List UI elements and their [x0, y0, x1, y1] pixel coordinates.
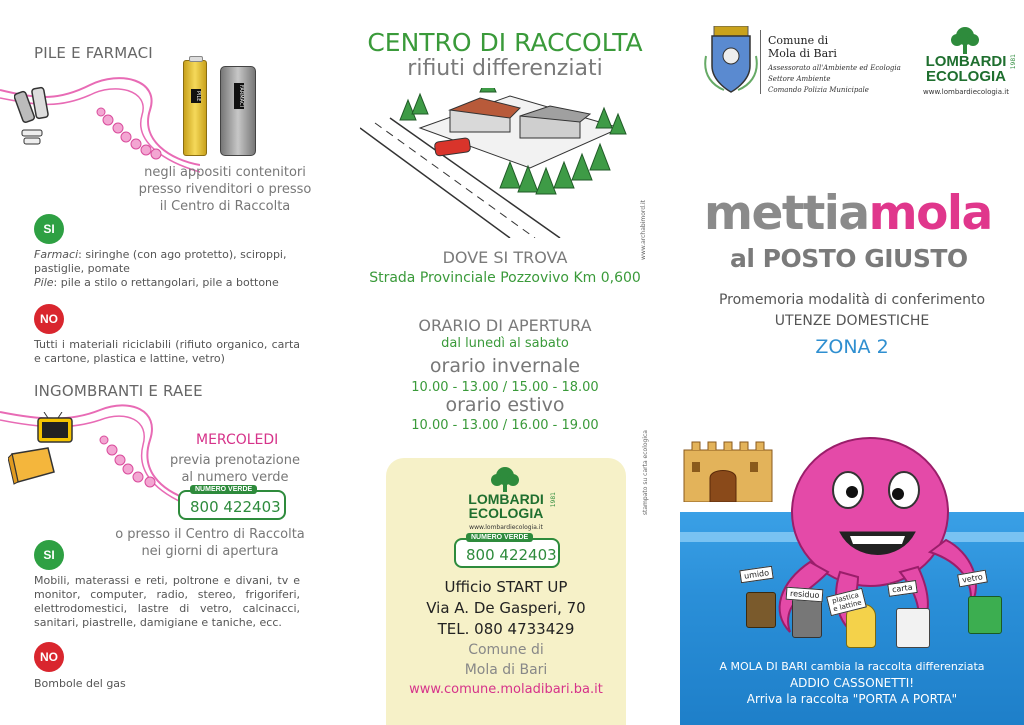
ingombranti-desc2: o presso il Centro di Raccolta nei giorni di apertura — [115, 527, 305, 559]
bin-tag-vetro: vetro — [957, 570, 988, 588]
invernale-hours: 10.00 - 13.00 / 15.00 - 18.00 — [411, 380, 599, 395]
promemoria1: Promemoria modalità di conferimento — [718, 292, 986, 308]
ingombranti-day: MERCOLEDI — [196, 432, 279, 448]
numero-verde-box-left — [178, 486, 286, 520]
numero-verde-label-middle: NUMERO VERDE — [466, 533, 533, 542]
left-panel — [0, 0, 330, 725]
lombardi-logo-box — [456, 466, 556, 536]
pile-desc: negli appositi contenitori presso rivenditori o presso il Centro di Raccolta — [138, 165, 312, 214]
assessorato3: Comando Polizia Municipale — [768, 86, 869, 94]
dove-text: Strada Provinciale Pozzovivo Km 0,600 — [369, 270, 641, 286]
side-credit-2: stampato su carta ecologica — [642, 430, 649, 516]
tree-logo-icon — [490, 466, 520, 492]
farmaci-text: : siringhe (con ago protetto), sciroppi, pastiglie, pomate — [34, 248, 287, 275]
numero-verde-label: NUMERO VERDE — [190, 485, 257, 494]
bin-carta — [896, 608, 930, 648]
pile-no-text: Tutti i materiali riciclabili (rifiuto organico, carta e cartone, plastica e lattine, vetro) — [34, 338, 300, 365]
ingombranti-si-text: Mobili, materassi e reti, poltrone e divani, tv e monitor, computer, radio, stereo, frigoriferi, elettrodomestici, lastre di vetro, calcinacci, sanitari, piastrelle, damigiane e taniche, ecc. — [34, 574, 300, 629]
middle-panel — [330, 0, 680, 725]
orario-title: ORARIO DI APERTURA — [418, 316, 592, 335]
logo-line1: LOMBARDI — [468, 491, 544, 507]
centro-title: CENTRO DI RACCOLTA — [367, 28, 643, 57]
bin-tag-residuo: residuo — [786, 587, 824, 603]
orario-days: dal lunedì al sabato — [441, 336, 569, 351]
no-badge-pile: NO — [34, 304, 64, 334]
centro-subtitle: rifiuti differenziati — [407, 56, 603, 81]
bin-vetro — [968, 596, 1002, 634]
tv-sofa-icon — [8, 412, 74, 488]
numero-verde-phone[interactable]: 800 422403 — [190, 498, 281, 516]
si-badge-ingombranti: SI — [34, 540, 64, 570]
assessorato1: Assessorato all'Ambiente ed Ecologia — [768, 64, 901, 72]
no-badge-ingombranti: NO — [34, 642, 64, 672]
side-credit-1: www.archabimord.it — [640, 200, 647, 260]
farmaci-term: Farmaci — [34, 248, 79, 261]
header-logo-url: www.lombardiecologia.it — [923, 88, 1009, 96]
bin-umido — [746, 592, 776, 628]
brand-part1: mettia — [704, 186, 869, 241]
coat-of-arms-icon — [704, 26, 758, 94]
dove-title: DOVE SI TROVA — [442, 248, 568, 267]
promemoria2: UTENZE DOMESTICHE — [774, 313, 930, 329]
bin-residuo — [792, 598, 822, 638]
pile-si-text — [34, 248, 300, 290]
estivo-hours: 10.00 - 13.00 / 16.00 - 19.00 — [411, 418, 599, 433]
zona-label: ZONA 2 — [815, 336, 889, 358]
pile-farmaci-title: PILE E FARMACI — [34, 44, 153, 62]
footer-line2: ADDIO CASSONETTI! — [789, 676, 915, 690]
numero-verde-phone-middle[interactable]: 800 422403 — [466, 546, 557, 564]
header-logo-year: 1981 — [1010, 54, 1017, 70]
pile-bin — [183, 60, 207, 156]
comune-line2: Mola di Bari — [464, 662, 548, 678]
si-badge-pile: SI — [34, 214, 64, 244]
estivo-title: orario estivo — [445, 394, 565, 416]
logo-year: 1981 — [550, 492, 557, 508]
comune-title2: Mola di Bari — [768, 47, 837, 60]
office-name: Ufficio START UP — [444, 578, 568, 596]
invernale-title: orario invernale — [429, 355, 581, 377]
pile-bin-label: PILE — [191, 89, 201, 103]
comune-line1: Comune di — [468, 642, 544, 658]
logo-line2: ECOLOGIA — [468, 505, 544, 521]
pile-text: : pile a stilo o rettangolari, pile a bottone — [53, 276, 279, 289]
pile-term: Pile — [34, 276, 54, 289]
octopus-scene — [680, 432, 1024, 725]
facility-illustration — [360, 88, 650, 238]
ingombranti-desc1: previa prenotazione al numero verde — [170, 453, 300, 485]
comune-title1: Comune di — [768, 34, 829, 47]
comune-rule — [760, 30, 761, 94]
footer-line1: A MOLA DI BARI cambia la raccolta differenziata — [719, 660, 985, 673]
bin-tag-plastica: plastica e lattine — [826, 588, 867, 616]
brand-part2: mola — [868, 186, 992, 241]
brand-sub: al POSTO GIUSTO — [730, 244, 968, 273]
office-tel: TEL. 080 4733429 — [437, 620, 575, 638]
comune-url[interactable]: www.comune.moladibari.ba.it — [409, 682, 603, 697]
batteries-icon — [14, 86, 56, 146]
brand-title — [704, 186, 1004, 242]
right-panel — [680, 0, 1024, 725]
farmaci-bin — [220, 66, 256, 156]
assessorato2: Settore Ambiente — [768, 75, 831, 83]
footer-line3: Arriva la raccolta "PORTA A PORTA" — [746, 692, 958, 706]
tree-logo-icon-header — [950, 26, 980, 54]
numero-verde-box-middle — [454, 534, 560, 568]
ingombranti-no-text: Bombole del gas — [34, 677, 126, 690]
bin-tag-umido: umido — [739, 566, 774, 583]
header-logo-line1: LOMBARDI — [925, 53, 1007, 70]
farmaci-bin-label: FARMACI — [234, 83, 244, 109]
lombardi-logo-header — [916, 26, 1016, 98]
bin-tag-carta: carta — [887, 580, 917, 597]
logo-url: www.lombardiecologia.it — [469, 524, 543, 531]
ingombranti-title: INGOMBRANTI E RAEE — [34, 382, 203, 400]
contact-box — [386, 458, 626, 725]
header-logo-line2: ECOLOGIA — [925, 68, 1006, 85]
office-address: Via A. De Gasperi, 70 — [426, 599, 586, 617]
